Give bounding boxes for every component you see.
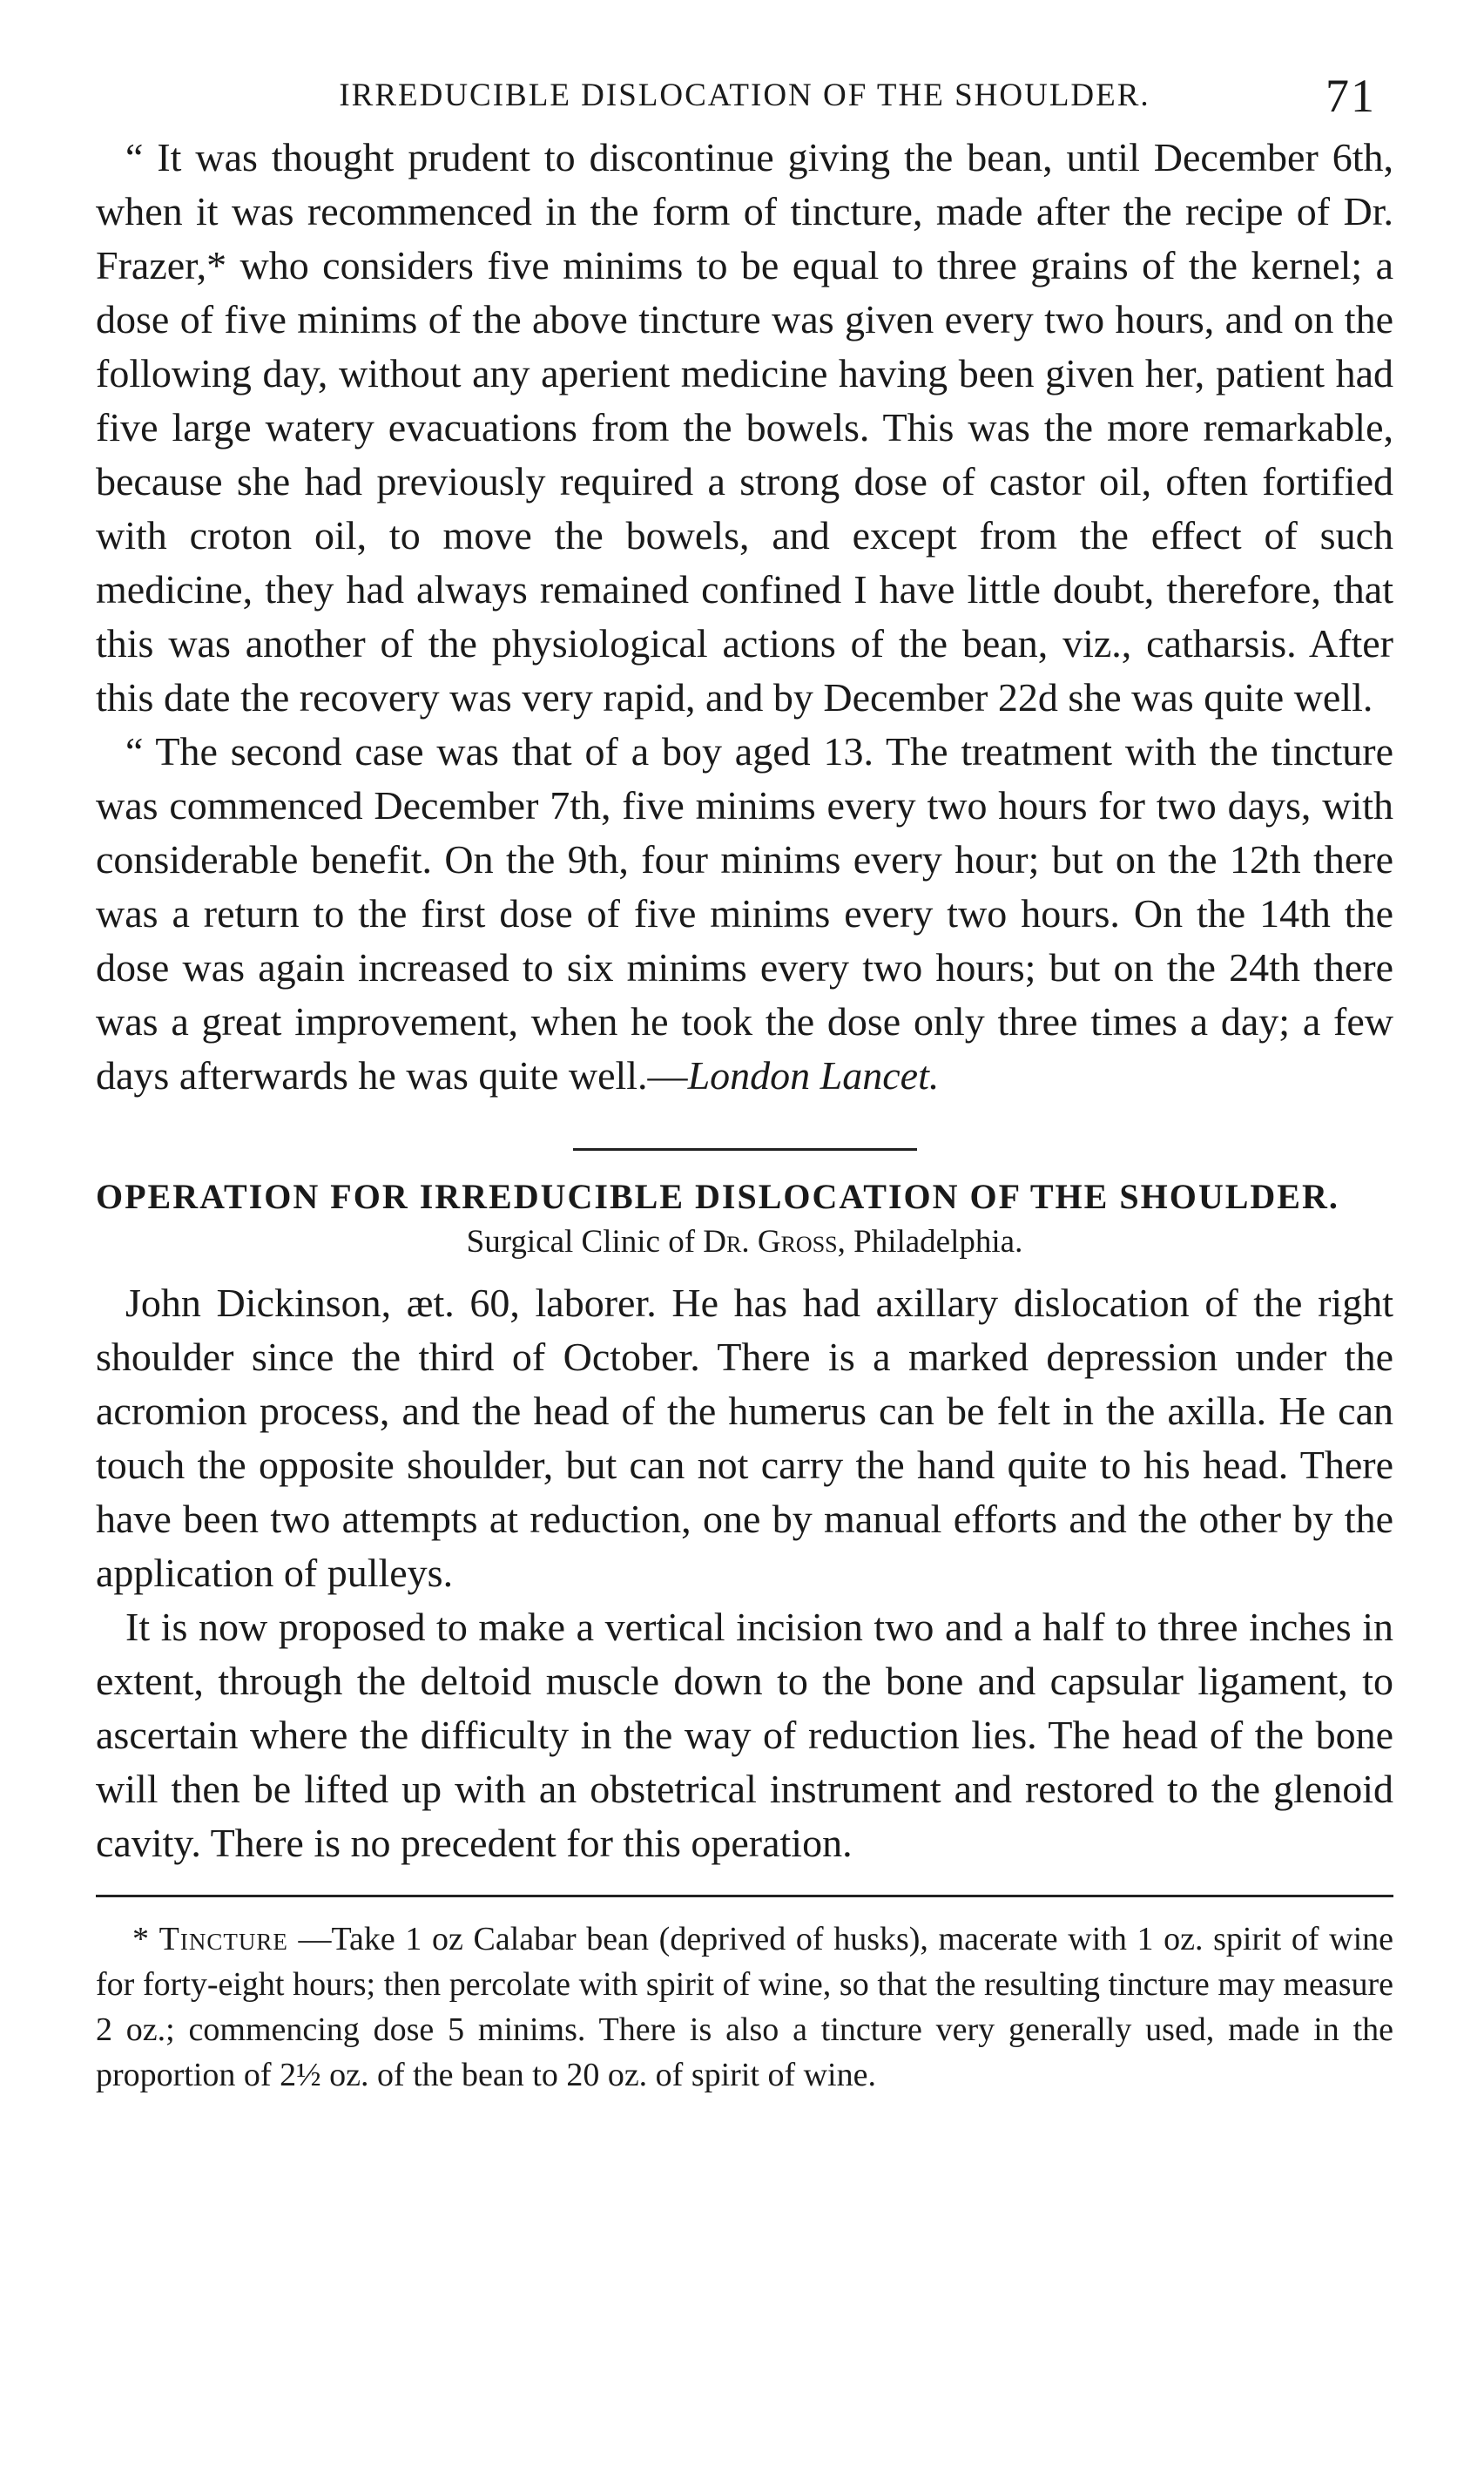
running-head-title: IRREDUCIBLE DISLOCATION OF THE SHOULDER. [339,78,1150,113]
section-body [96,1276,1393,1870]
paragraph-second-case-text: “ The second case was that of a boy aged 13. The treatment with the tincture was commenced December 7th, five minims every two hours for two days, with considerable benefit. On the 9th, four minims every hour; but on the 12th there was a return to the first dose of five minims every two hours. On the 14th the dose was again increased to six minims every two hours; but on the 24th there was a great improvement, when he took the dose only three times a day; a few days afterwards he was quite well.— [96,729,1393,1098]
paragraph-procedure: It is now proposed to make a vertical incision two and a half to three inches in extent, through the deltoid muscle down to the bone and capsular ligament, to ascertain where the difficulty in the way of reduction lies. The head of the bone will then be lifted up with an obstetrical instrument and restored to the glenoid cavity. There is no precedent for this operation. [96,1605,1393,1865]
paragraph-first-case: “ It was thought prudent to discontinue giving the bean, until December 6th, when it was recommenced in the form of tincture, made after the recipe of Dr. Frazer,* who considers five minims to be equal to three grains of the kernel; a dose of five minims of the above tincture was given every two hours, and on the following day, without any aperient medicine having been given her, patient had five large watery evacuations from the bowels. This was the more remarkable, because she had previously required a strong dose of castor oil, often fortified with croton oil, to move the bowels, and except from the effect of such medicine, they had always remained confined I have little doubt, therefore, that this was another of the physiological actions of the bean, viz., catharsis. After this date the recovery was very rapid, and by December 22d she was quite well. [96,135,1393,720]
article-continuation [96,131,1393,1103]
footnote-paragraph [96,1916,1393,2098]
book-page [96,61,1393,2098]
subtitle-name: Dr. Gross [703,1224,838,1260]
footnote-text: —Take 1 oz Calabar bean (deprived of husks), macerate with 1 oz. spirit of wine for forty-eight hours; then percolate with spirit of wine, so that the resulting tincture may measure 2 oz.; commencing dose 5 minims. There is also a tincture very generally used, made in the proportion of 2½ oz. of the bean to 20 oz. of spirit of wine. [96,1921,1393,2093]
footnote-marker: * [132,1921,149,1957]
footnote [96,1916,1393,2098]
paragraph-case-history: John Dickinson, æt. 60, laborer. He has had axillary dislocation of the right shoulder since the third of October. There is a marked depression under the acromion process, and the head of the humerus can be felt in the axilla. He can touch the opposite shoulder, but can not carry the hand quite to his head. There have been two attempts at reduction, one by manual efforts and the other by the application of pulleys. [96,1281,1393,1595]
running-head [96,61,1393,131]
section-title: OPERATION FOR IRREDUCIBLE DISLOCATION OF THE SHOULDER. [96,1177,1339,1216]
paragraph-second-case [96,725,1393,1103]
subtitle-suffix: , Philadelphia. [837,1224,1023,1260]
section-divider [573,1148,917,1151]
source-citation: London Lancet. [687,1053,940,1098]
subtitle-prefix: Surgical Clinic of [466,1224,704,1260]
footnote-divider [96,1895,1393,1897]
section-subtitle [96,1220,1393,1264]
footnote-label: Tincture [159,1921,288,1957]
page-number: 71 [1325,70,1376,122]
